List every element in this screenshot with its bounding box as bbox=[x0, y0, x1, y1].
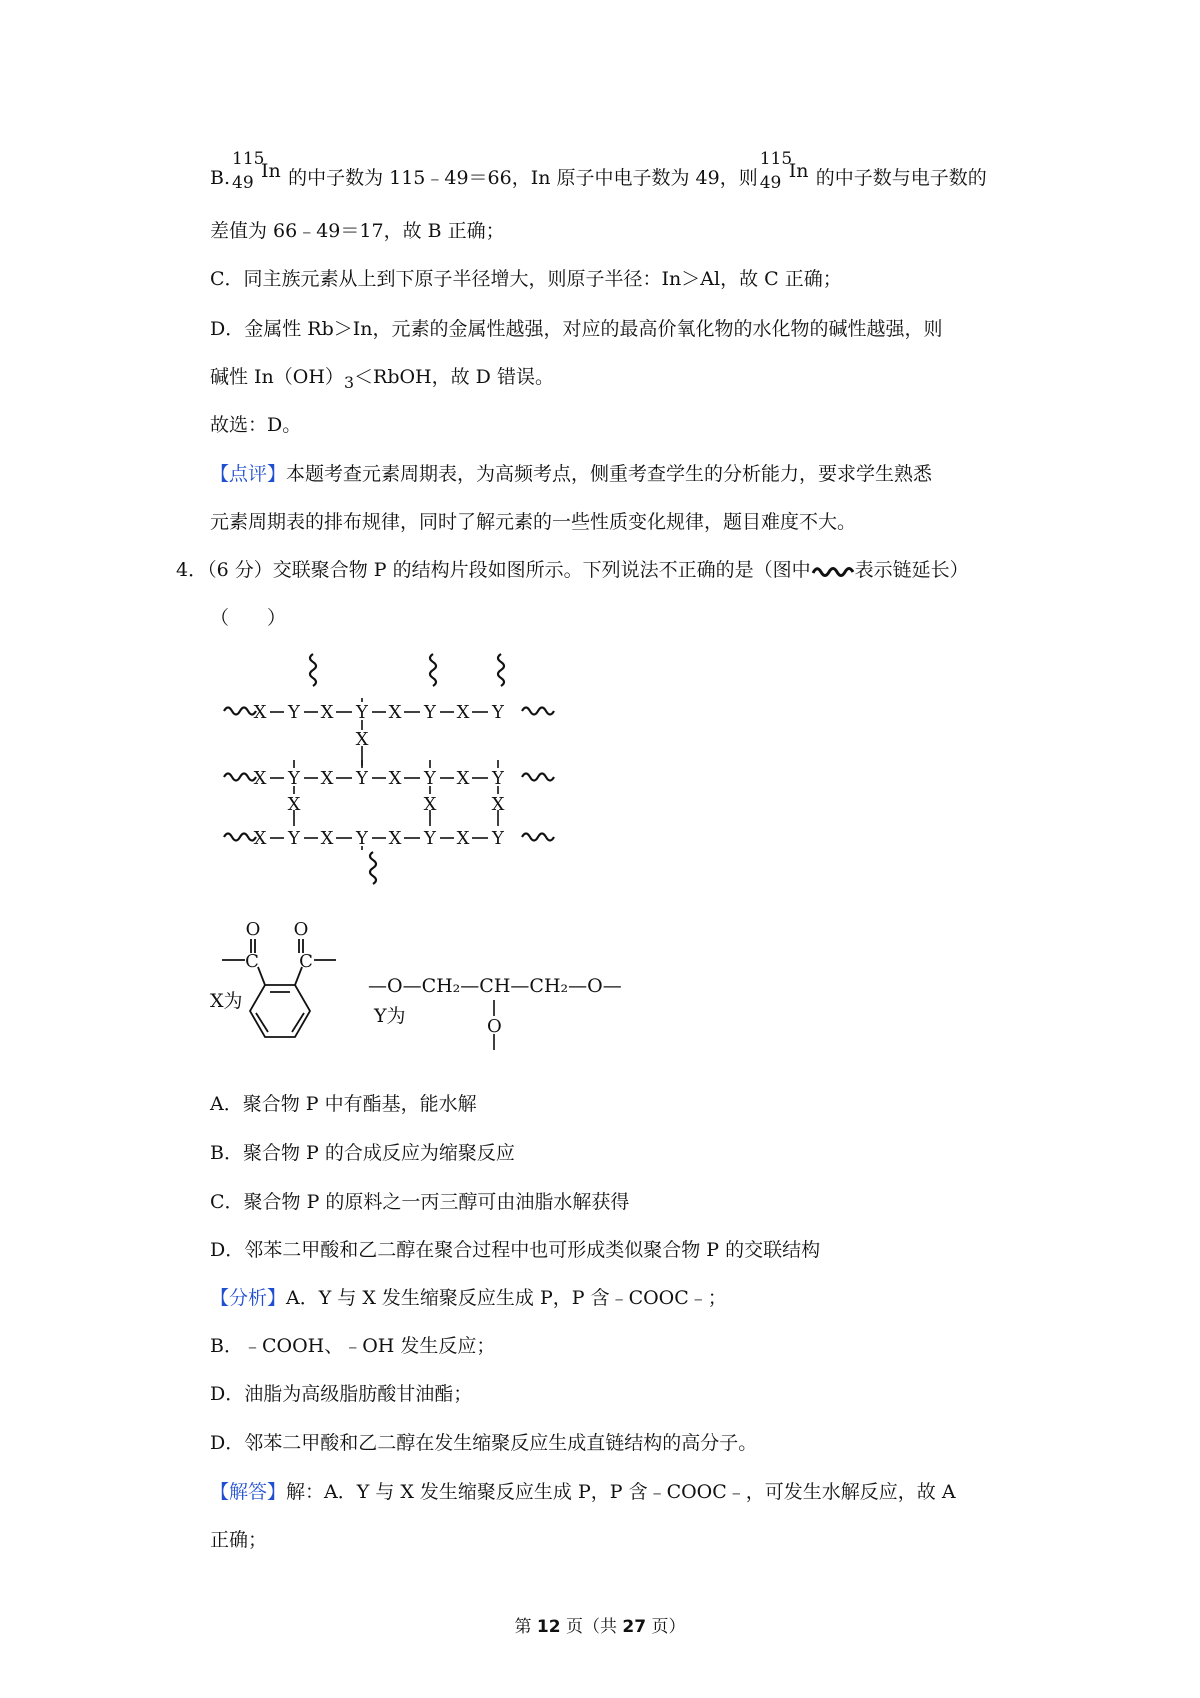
answer-d-line2: 碱性 $In(OH)_3<RbOH$，故 D 错误。 bbox=[210, 366, 554, 392]
option-a: A．聚合物 P 中有酯基，能水解 bbox=[210, 1093, 477, 1115]
analysis-line4: D．邻苯二甲酸和乙二醇在发生缩聚反应生成直链结构的高分子。 bbox=[210, 1432, 758, 1454]
answer-d-line1: D．金属性 Rb＞In，元素的金属性越强，对应的最高价氧化物的水化物的碱性越强，则 bbox=[210, 318, 943, 340]
answer-b-line2: 差值为 66﹣49＝17，故 B 正确； bbox=[210, 220, 505, 242]
svg-text:Y: Y bbox=[288, 768, 300, 789]
page-number: 12 bbox=[536, 1617, 561, 1637]
total-pages: 27 bbox=[622, 1617, 647, 1637]
svg-text:X: X bbox=[253, 702, 267, 723]
answer-choice: 故选：D。 bbox=[210, 414, 302, 436]
option-c: C．聚合物 P 的原料之一丙三醇可由油脂水解获得 bbox=[210, 1191, 630, 1213]
svg-text:Y: Y bbox=[492, 768, 504, 789]
svg-text:X: X bbox=[456, 768, 470, 789]
svg-text:X: X bbox=[491, 794, 505, 815]
svg-text:Y: Y bbox=[288, 828, 300, 849]
svg-text:O: O bbox=[293, 919, 309, 940]
svg-text:Y: Y bbox=[424, 702, 436, 723]
analysis-line1: 【分析】A．Y 与 X 发生缩聚反应生成 P，P 含﹣COOC﹣； bbox=[210, 1287, 727, 1309]
svg-text:Y: Y bbox=[356, 702, 368, 723]
svg-text:Y: Y bbox=[424, 828, 436, 849]
page-footer: 第 12 页（共 27 页） bbox=[514, 1617, 686, 1637]
svg-text:X: X bbox=[388, 768, 402, 789]
svg-text:Y: Y bbox=[288, 702, 300, 723]
svg-text:X: X bbox=[320, 702, 334, 723]
analysis-tag: 【分析】 bbox=[210, 1287, 287, 1309]
svg-text:X: X bbox=[253, 828, 267, 849]
svg-text:O: O bbox=[487, 1016, 502, 1037]
svg-text:Y: Y bbox=[492, 702, 504, 723]
y-structure-glyceryl bbox=[362, 968, 652, 1068]
svg-text:Y为: Y为 bbox=[374, 1005, 406, 1027]
option-b: B．聚合物 P 的合成反应为缩聚反应 bbox=[210, 1142, 515, 1164]
svg-text:X: X bbox=[388, 702, 402, 723]
comment-line2: 元素周期表的排布规律，同时了解元素的一些性质变化规律，题目难度不大。 bbox=[210, 511, 857, 533]
svg-text:X: X bbox=[423, 794, 437, 815]
solution-line1: 【解答】解：A．Y 与 X 发生缩聚反应生成 P，P 含﹣COOC﹣，可发生水解反应，故 A bbox=[210, 1481, 956, 1503]
svg-text:—O—CH₂—CH—CH₂—O—: —O—CH₂—CH—CH₂—O— bbox=[368, 975, 622, 997]
polymer-network-diagram bbox=[220, 650, 580, 890]
svg-text:Y: Y bbox=[356, 768, 368, 789]
svg-text:X: X bbox=[456, 828, 470, 849]
svg-text:O: O bbox=[245, 919, 261, 940]
isotope-in-115-second: 115 49 In bbox=[759, 149, 809, 193]
svg-text:Y: Y bbox=[356, 828, 368, 849]
wavy-chain-icon bbox=[811, 564, 855, 578]
x-structure-phthaloyl bbox=[210, 915, 370, 1065]
comment-line1: 【点评】本题考查元素周期表，为高频考点，侧重考查学生的分析能力，要求学生熟悉 bbox=[210, 463, 933, 485]
comment-tag: 【点评】 bbox=[210, 463, 287, 485]
solution-line2: 正确； bbox=[210, 1529, 268, 1551]
svg-text:X: X bbox=[355, 729, 369, 750]
solution-tag: 【解答】 bbox=[210, 1481, 287, 1503]
answer-b-line1: B. 115 49 In 的中子数为 115﹣49＝66，In 原子中电子数为 49，则 115 49 In 的中子数与电子数的 bbox=[210, 149, 987, 193]
question-stem: 4．（6 分）交联聚合物 P 的结构片段如图所示。下列说法不正确的是（图中 表示链延长） bbox=[176, 559, 969, 581]
svg-text:X: X bbox=[456, 702, 470, 723]
svg-text:C: C bbox=[245, 951, 259, 972]
isotope-in-115: 115 49 In bbox=[232, 149, 281, 193]
svg-text:X: X bbox=[253, 768, 267, 789]
svg-text:X为: X为 bbox=[210, 990, 243, 1012]
answer-c-line: C．同主族元素从上到下原子半径增大，则原子半径：In＞Al，故 C 正确； bbox=[210, 268, 842, 290]
svg-text:X: X bbox=[320, 828, 334, 849]
svg-text:Y: Y bbox=[424, 768, 436, 789]
svg-text:Y: Y bbox=[492, 828, 504, 849]
question-paren: （ ） bbox=[210, 607, 287, 629]
svg-text:X: X bbox=[320, 768, 334, 789]
analysis-line2: B．﹣COOH、﹣OH 发生反应； bbox=[210, 1335, 496, 1357]
svg-text:X: X bbox=[287, 794, 301, 815]
analysis-line3: D．油脂为高级脂肪酸甘油酯； bbox=[210, 1383, 473, 1405]
svg-text:X: X bbox=[388, 828, 402, 849]
svg-text:C: C bbox=[299, 951, 313, 972]
option-d: D．邻苯二甲酸和乙二醇在聚合过程中也可形成类似聚合物 P 的交联结构 bbox=[210, 1239, 821, 1261]
